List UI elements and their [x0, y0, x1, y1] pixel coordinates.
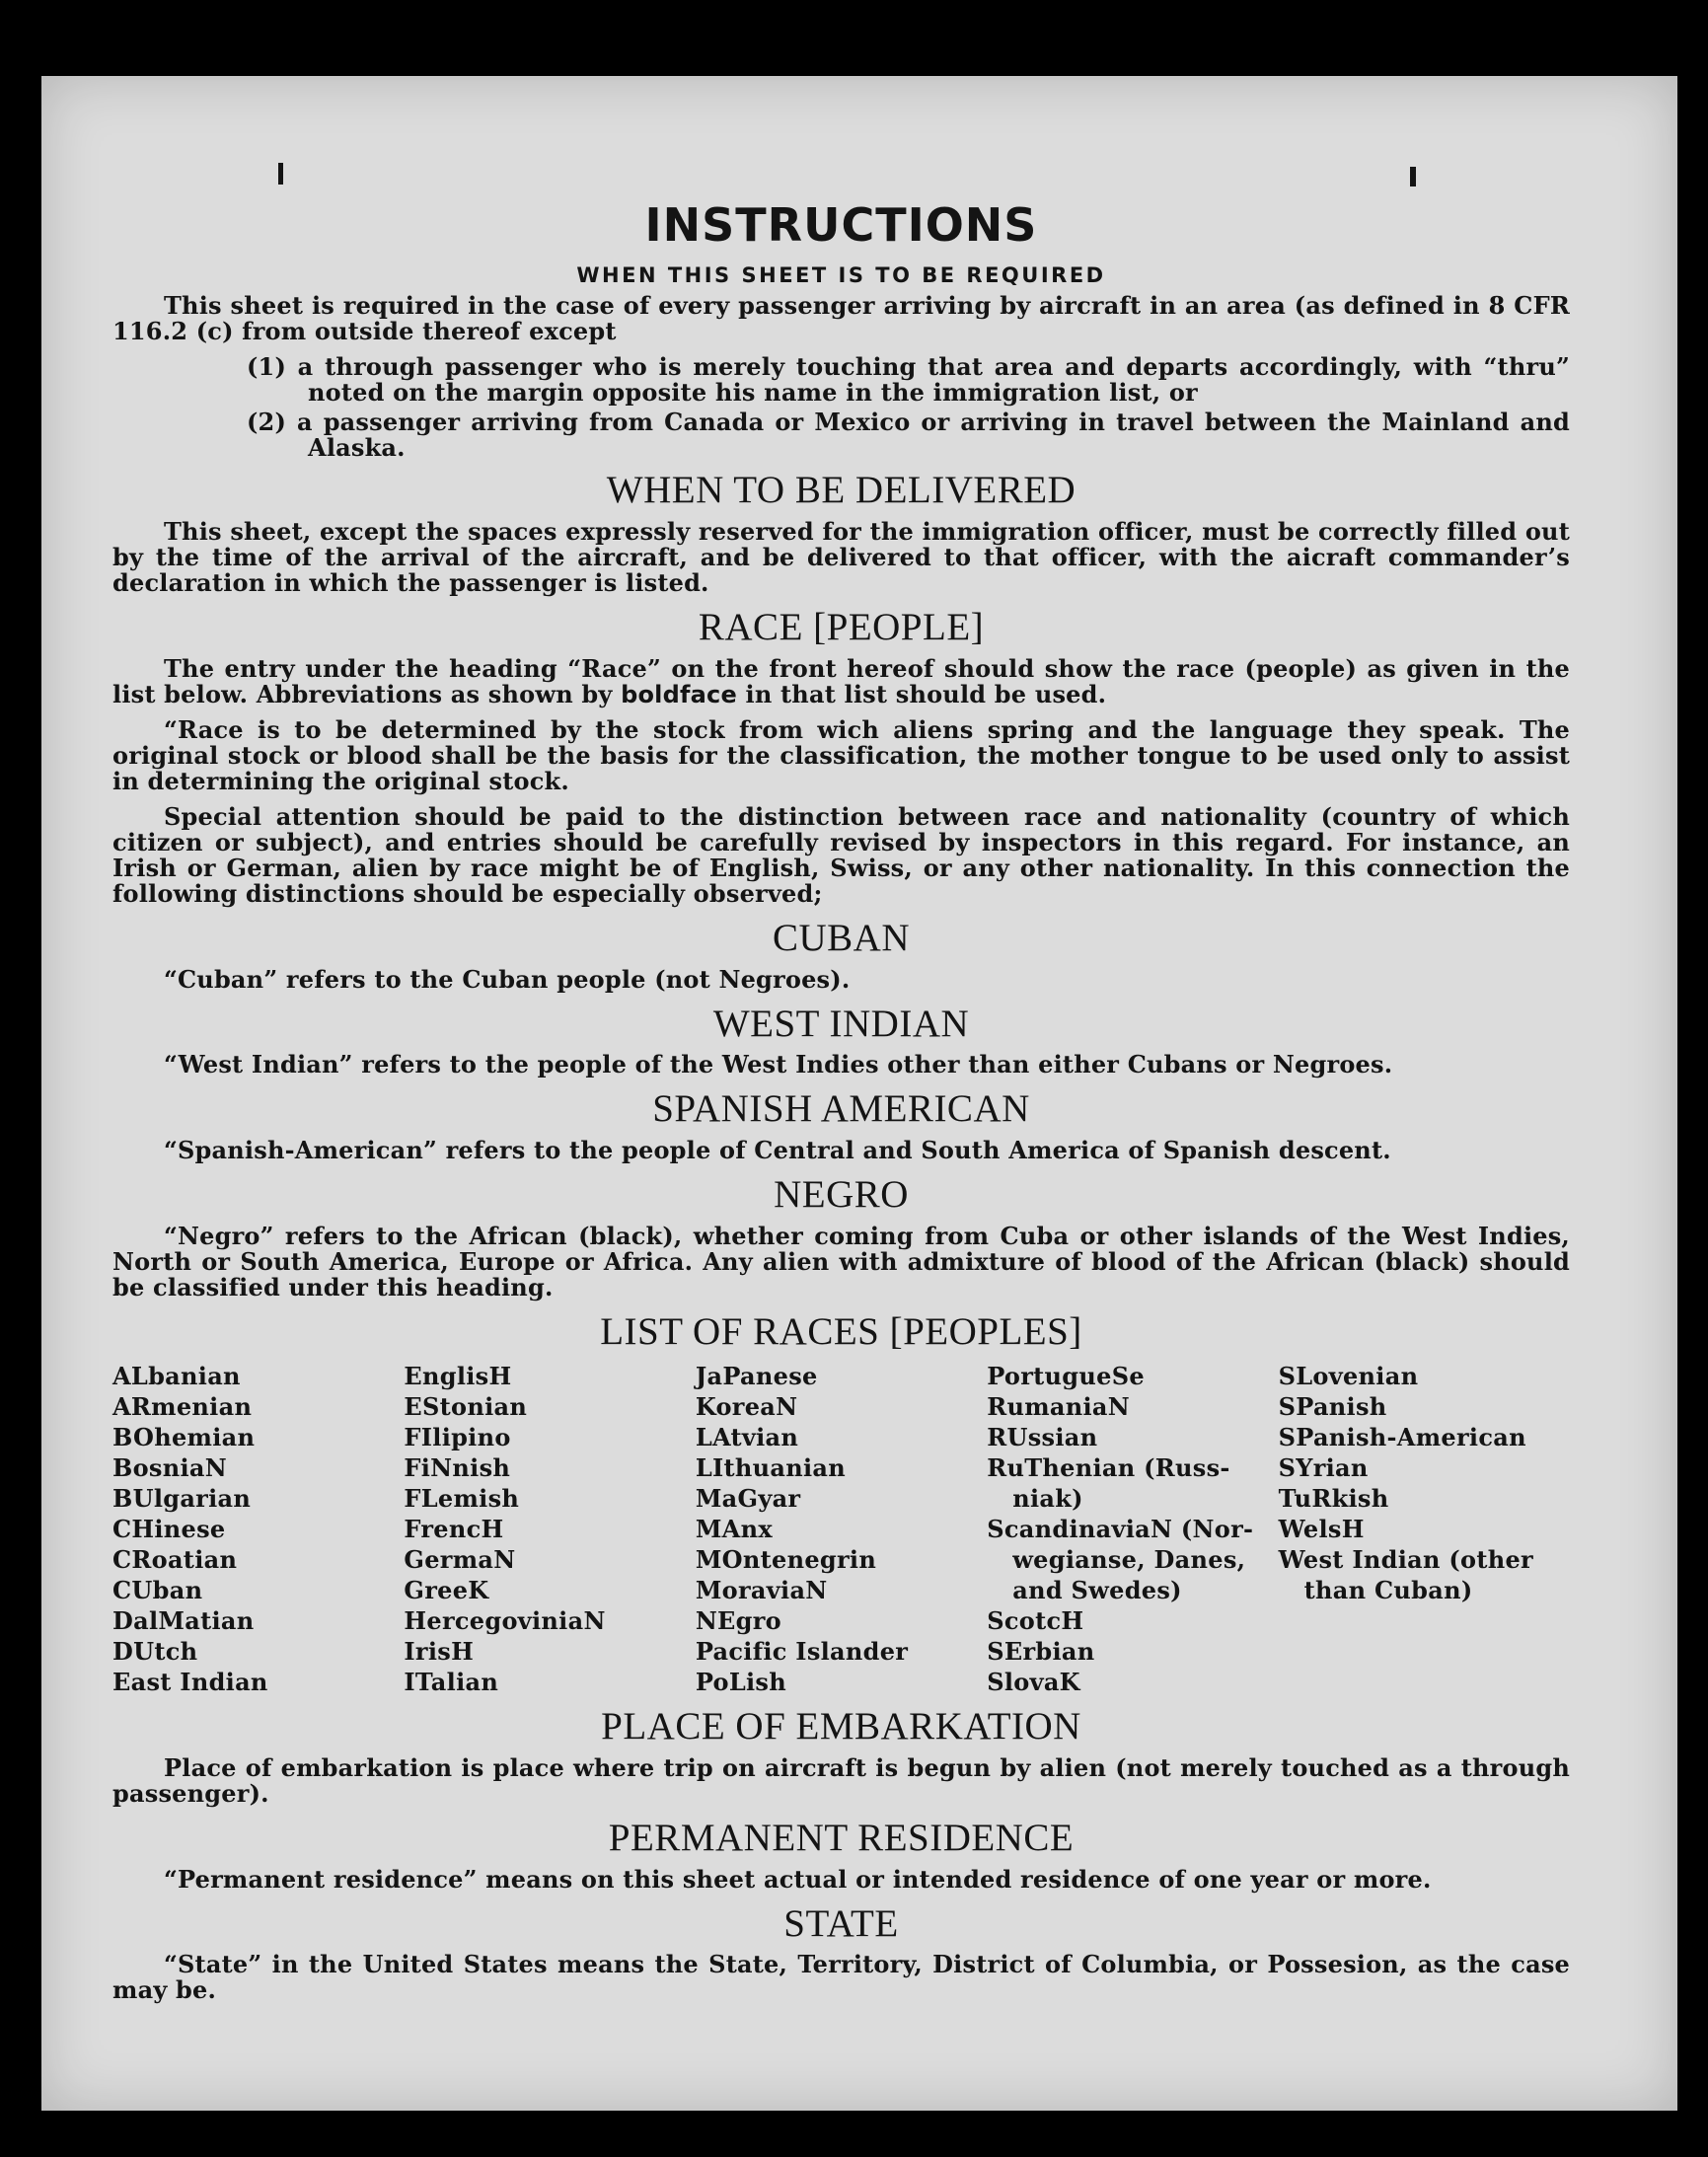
race-paragraph-2: “Race is to be determined by the stock from wich aliens spring and the language they speak. The original stock or blood shall be the basis for the classification, the mother tongue to be used only to assist in determining the original stock. — [112, 714, 1570, 795]
races-column-3 — [696, 1361, 987, 1697]
race-entry: NEgro — [695, 1605, 781, 1635]
race-entry: FIlipino — [404, 1422, 511, 1451]
race-entry: SErbian — [987, 1636, 1095, 1666]
race-entry: RumaniaN — [987, 1391, 1131, 1421]
race-entry: and Swedes) — [1012, 1575, 1182, 1604]
race-entry: BosniaN — [112, 1452, 227, 1482]
required-intro: This sheet is required in the case of every passenger arriving by aircraft in an area (as defined in 8 CFR 116.2 (c) from outside thereof except — [112, 291, 1570, 345]
race-p1-bold: boldface — [621, 680, 737, 708]
race-entry: FiNnish — [404, 1452, 511, 1482]
race-entry: MoraviaN — [695, 1575, 828, 1604]
punch-mark-left — [278, 163, 283, 185]
race-entry: SPanish — [1278, 1391, 1387, 1421]
residence-heading: PERMANENT RESIDENCE — [608, 1816, 1075, 1859]
race-entry: FrencH — [404, 1514, 504, 1543]
list-of-races-heading: LIST OF RACES [PEOPLES] — [600, 1310, 1082, 1354]
race-entry: BUlgarian — [112, 1483, 252, 1513]
instructions-content — [112, 198, 1570, 2013]
race-entry: Pacific Islander — [695, 1636, 909, 1666]
state-text: “State” in the United States means the State, Territory, District of Columbia, or Possesion, as the case may be. — [112, 1950, 1570, 2005]
race-entry: SPanish-American — [1278, 1422, 1526, 1451]
race-entry: SlovaK — [987, 1667, 1080, 1696]
race-entry: wegianse, Danes, — [1012, 1544, 1246, 1574]
negro-heading: NEGRO — [774, 1173, 909, 1217]
race-entry: CUban — [112, 1575, 203, 1604]
races-column-5 — [1279, 1361, 1570, 1697]
race-entry: CHinese — [112, 1514, 226, 1543]
race-entry: SYrian — [1278, 1452, 1369, 1482]
race-entry: ScandinaviaN (Nor- — [987, 1514, 1254, 1543]
race-entry: ITalian — [404, 1667, 499, 1696]
races-column-4 — [987, 1361, 1278, 1697]
embarkation-text: Place of embarkation is place where trip on aircraft is begun by alien (not merely touched as a through passenger). — [112, 1752, 1570, 1808]
race-entry: KoreaN — [695, 1391, 798, 1421]
race-entry: West Indian (other — [1278, 1544, 1533, 1574]
negro-text: “Negro” refers to the African (black), whether coming from Cuba or other islands of the West Indies, North or South America, Europe or Africa. Any alien with admixture of blood of the African (black) should be classified under this heading. — [112, 1222, 1570, 1302]
race-entry: CRoatian — [112, 1544, 238, 1574]
race-entry: EnglisH — [404, 1361, 512, 1390]
delivered-heading: WHEN TO BE DELIVERED — [606, 469, 1077, 511]
cuban-text: “Cuban” refers to the Cuban people (not Negroes). — [164, 964, 851, 994]
west-indian-heading: WEST INDIAN — [712, 1002, 970, 1045]
races-column-1 — [112, 1361, 404, 1697]
race-p1-after: in that list should be used. — [745, 679, 1107, 708]
page-title: INSTRUCTIONS — [644, 198, 1038, 252]
race-entry: ALbanian — [112, 1361, 241, 1390]
race-entry: MOntenegrin — [695, 1544, 877, 1574]
race-entry: IrisH — [404, 1636, 475, 1666]
race-heading: RACE [PEOPLE] — [698, 605, 985, 648]
required-item-1: (1) a through passenger who is merely touching that area and departs accordingly, with “thru” noted on the margin opposite his name in the immigration list, or — [247, 352, 1570, 407]
document-sheet — [41, 76, 1677, 2111]
required-item-2: (2) a passenger arriving from Canada or Mexico or arriving in travel between the Mainland and Alaska. — [247, 408, 1570, 462]
race-entry: LAtvian — [695, 1422, 799, 1451]
race-entry: PortugueSe — [987, 1361, 1145, 1390]
race-entry: East Indian — [112, 1667, 268, 1696]
race-p1-before: The entry under the heading “Race” on the front hereof should show the race (people) as given in the list below. Abbreviations as shown by — [112, 653, 1570, 708]
race-entry: FLemish — [404, 1483, 520, 1513]
race-entry: SLovenian — [1278, 1361, 1419, 1390]
race-entry: JaPanese — [695, 1361, 818, 1390]
cuban-heading: CUBAN — [772, 916, 911, 959]
race-entry: DUtch — [112, 1636, 198, 1666]
race-entry: MaGyar — [695, 1483, 801, 1513]
race-paragraph-1 — [112, 653, 1570, 708]
race-entry: RuThenian (Russ- — [987, 1452, 1230, 1482]
required-subtitle: WHEN THIS SHEET IS TO BE REQUIRED — [576, 263, 1106, 287]
race-entry: than Cuban) — [1303, 1575, 1473, 1604]
race-entry: ScotcH — [987, 1605, 1084, 1635]
race-entry: ARmenian — [112, 1391, 253, 1421]
spanish-american-text: “Spanish-American” refers to the people of Central and South America of Spanish descent. — [164, 1136, 1391, 1165]
spanish-american-heading: SPANISH AMERICAN — [652, 1087, 1030, 1131]
race-paragraph-3: Special attention should be paid to the distinction between race and nationality (country of which citizen or subject), and entries should be carefully revised by inspectors in this regard. For instance, an Irish or German, alien by race might be of English, Swiss, or any other nationality. In this connection the following distinctions should be especially observed; — [112, 801, 1570, 908]
race-entry: WelsH — [1278, 1514, 1365, 1543]
west-indian-text: “West Indian” refers to the people of the West Indies other than either Cubans or Negroes. — [164, 1050, 1393, 1079]
delivered-text: This sheet, except the spaces expressly reserved for the immigration officer, must be correctly filled out by the time of the arrival of the aircraft, and be delivered to that officer, with the aicraft commander’s declaration in which the passenger is listed. — [112, 516, 1570, 597]
race-entry: GermaN — [404, 1544, 516, 1574]
race-entry: TuRkish — [1278, 1483, 1389, 1513]
embarkation-heading: PLACE OF EMBARKATION — [601, 1704, 1081, 1748]
races-column-2 — [404, 1361, 695, 1697]
race-entry: PoLish — [695, 1667, 786, 1696]
race-entry: MAnx — [695, 1514, 773, 1543]
state-heading: STATE — [783, 1901, 899, 1945]
races-list — [112, 1361, 1570, 1697]
race-entry: HercegoviniaN — [404, 1605, 606, 1635]
race-entry: EStonian — [404, 1391, 528, 1421]
residence-text: “Permanent residence” means on this sheet actual or intended residence of one year or more. — [164, 1864, 1432, 1894]
race-entry: GreeK — [404, 1575, 489, 1604]
race-entry: niak) — [1012, 1483, 1083, 1513]
race-entry: DalMatian — [112, 1605, 255, 1635]
punch-mark-right — [1410, 167, 1416, 186]
race-entry: BOhemian — [112, 1422, 256, 1451]
race-entry: LIthuanian — [695, 1452, 847, 1482]
race-entry: RUssian — [987, 1422, 1098, 1451]
